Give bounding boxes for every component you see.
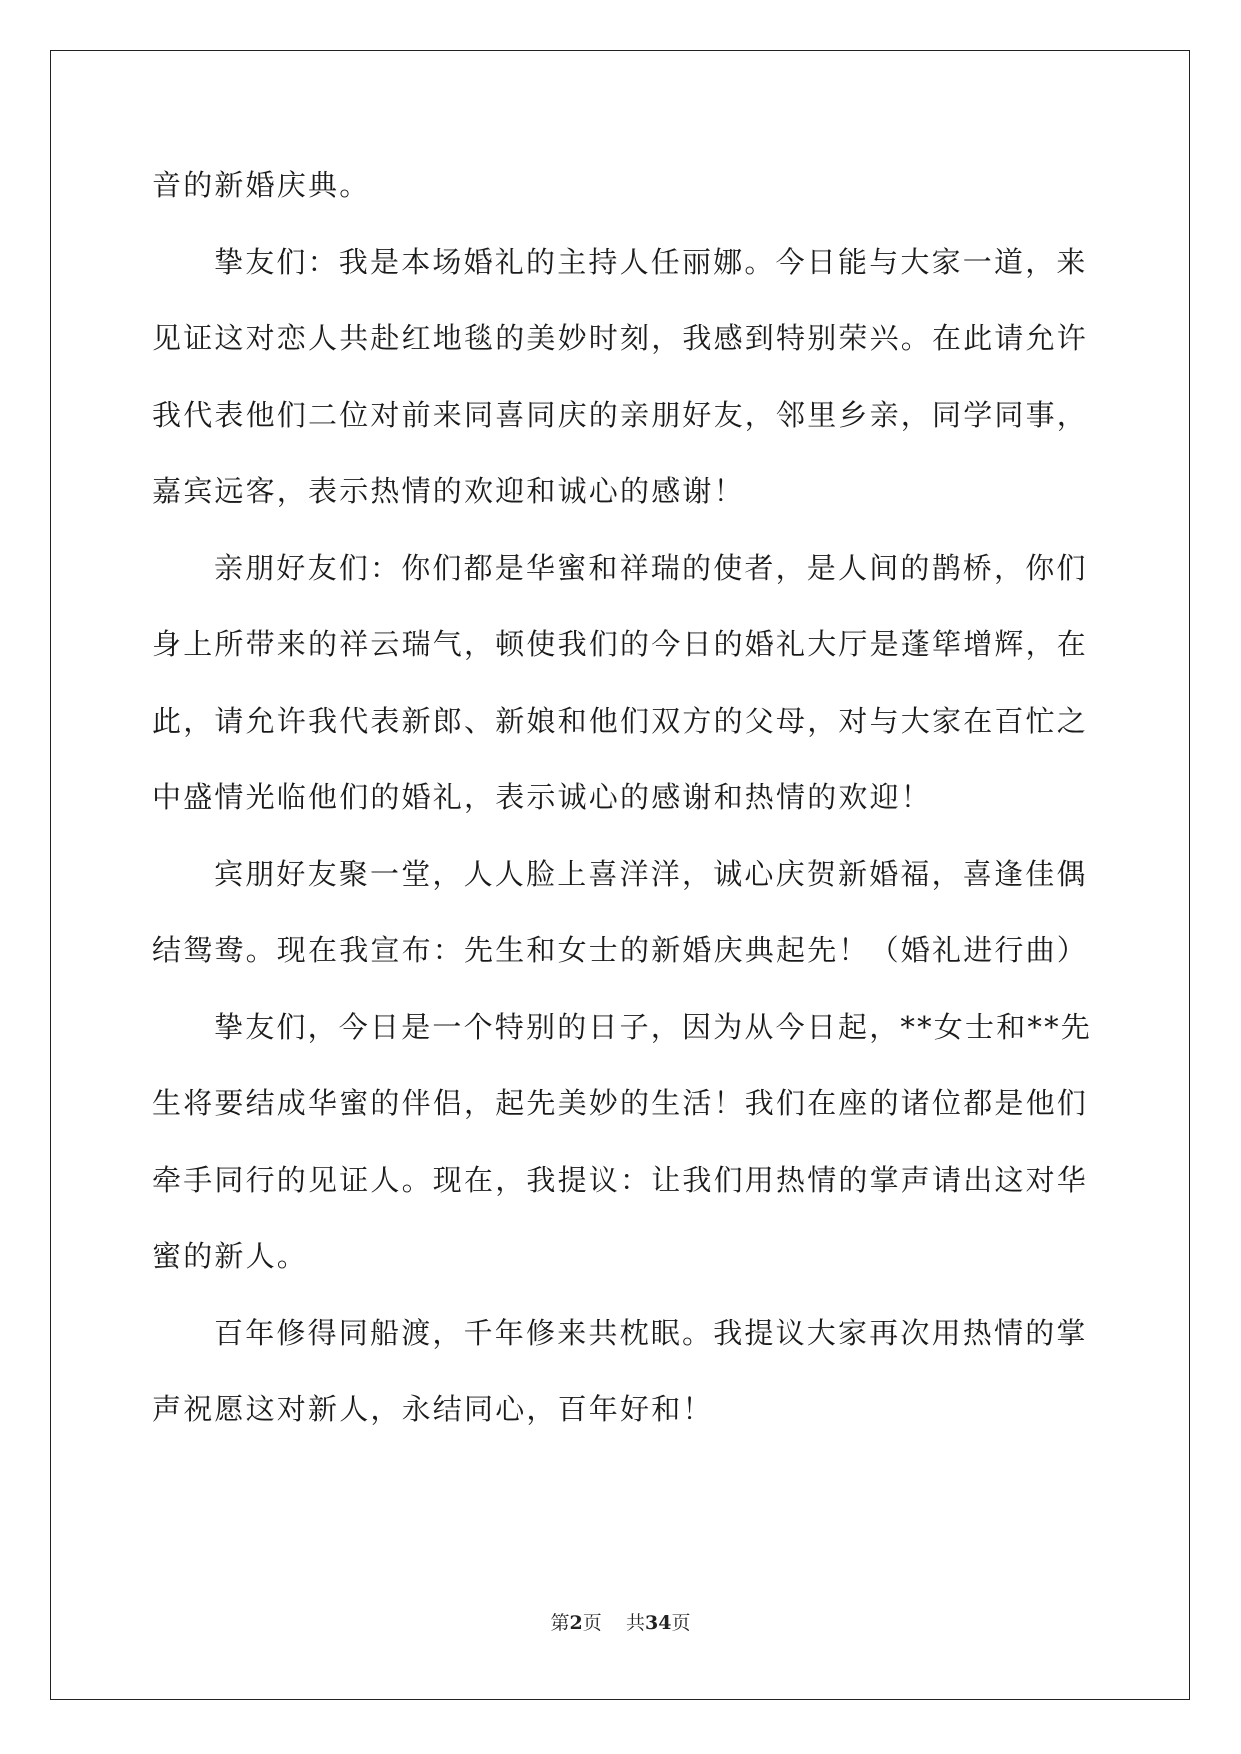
text-line: 我代表他们二位对前来同喜同庆的亲朋好友，邻里乡亲，同学同事， bbox=[152, 397, 1089, 432]
text-line: 此，请允许我代表新郎、新娘和他们双方的父母，对与大家在百忙之 bbox=[152, 703, 1089, 738]
total-prefix: 共 bbox=[625, 1612, 645, 1634]
total-suffix: 页 bbox=[671, 1612, 691, 1634]
page-suffix: 页 bbox=[582, 1612, 602, 1634]
text-line: 音的新婚庆典。 bbox=[152, 168, 371, 202]
paragraph-start-line: 挚友们，今日是一个特别的日子，因为从今日起，**女士和**先 bbox=[214, 1009, 1093, 1044]
page-footer bbox=[0, 1611, 1241, 1635]
paragraph-start-line: 宾朋好友聚一堂，人人脸上喜洋洋，诚心庆贺新婚福，喜逢佳偶 bbox=[214, 856, 1088, 891]
text-line: 牵手同行的见证人。现在，我提议：让我们用热情的掌声请出这对华 bbox=[152, 1162, 1089, 1197]
text-line: 结鸳鸯。现在我宣布：先生和女士的新婚庆典起先！（婚礼进行曲） bbox=[152, 933, 1089, 967]
paragraph-start-line: 挚友们：我是本场婚礼的主持人任丽娜。今日能与大家一道，来 bbox=[214, 244, 1088, 279]
total-pages: 34 bbox=[644, 1612, 672, 1634]
page-number: 2 bbox=[569, 1612, 583, 1634]
text-line: 嘉宾远客，表示热情的欢迎和诚心的感谢！ bbox=[152, 474, 745, 508]
text-line: 见证这对恋人共赴红地毯的美妙时刻，我感到特别荣兴。在此请允许 bbox=[152, 321, 1089, 355]
text-line: 中盛情光临他们的婚礼，表示诚心的感谢和热情的欢迎！ bbox=[152, 780, 933, 814]
text-line: 身上所带来的祥云瑞气，顿使我们的今日的婚礼大厅是蓬筚增辉，在 bbox=[152, 627, 1089, 661]
paragraph-start-line: 亲朋好友们：你们都是华蜜和祥瑞的使者，是人间的鹊桥，你们 bbox=[214, 550, 1088, 585]
text-line: 声祝愿这对新人，永结同心，百年好和！ bbox=[152, 1392, 714, 1426]
text-line: 生将要结成华蜜的伴侣，起先美妙的生活！我们在座的诸位都是他们 bbox=[152, 1086, 1089, 1120]
paragraph-start-line: 百年修得同船渡，千年修来共枕眠。我提议大家再次用热情的掌 bbox=[214, 1315, 1088, 1350]
page-prefix: 第 bbox=[550, 1612, 570, 1634]
document-body bbox=[152, 165, 1092, 1429]
text-line: 蜜的新人。 bbox=[152, 1239, 309, 1273]
